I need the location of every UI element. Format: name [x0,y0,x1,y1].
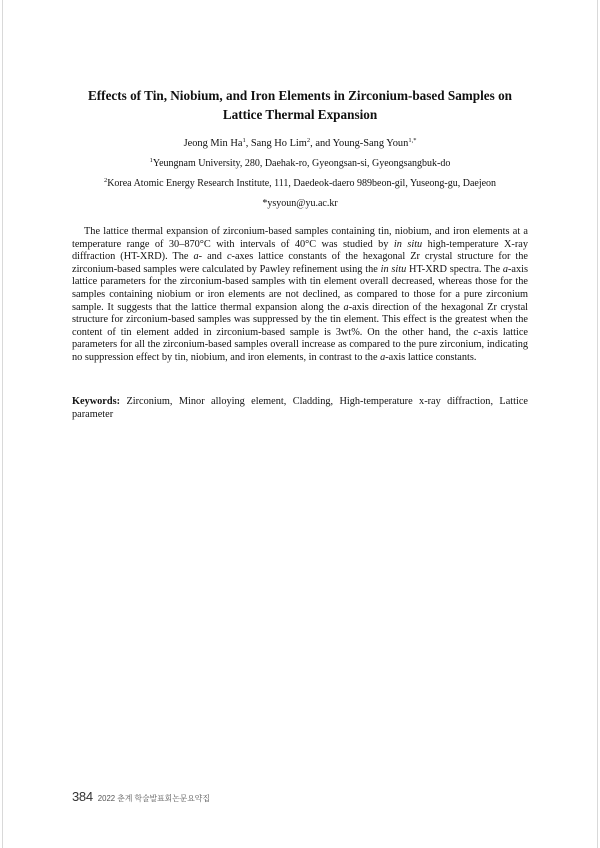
abstract-text: HT-XRD spectra. The [406,263,503,275]
abstract-text: -axis lattice parameters for all the zirconium-based samples overall increase as compared to the pure zirconium, indicating no suppression effect by tin, niobium, and iron elements, in contrast to the [72,326,529,363]
page-number: 384 [72,789,93,804]
affiliation-mark: 2 [103,177,108,184]
author-affiliation-mark: 1 [242,137,246,144]
page-edge-right [597,0,598,848]
page-edge-left [2,0,3,848]
abstract-italic: a [343,301,349,313]
abstract-text: -axis lattice constants. [385,351,477,363]
author-separator: , and [310,138,333,149]
abstract-text: -axis lattice parameters for the zirconium-based samples with tin element overall decreased, whereas those for the samples containing niobium or iron elements are not declined, as compared to those for a pure zirconium sample. It suggests that the lattice thermal expansion along the [72,263,529,313]
affiliation-2 [72,177,528,191]
abstract-italic: in situ [393,238,423,250]
abstract-text: high-temperature X-ray diffraction (HT-XRD). The [72,238,528,263]
paper-title: Effects of Tin, Niobium, and Iron Elements in Zirconium-based Samples on Lattice Thermal Expansion [87,88,513,122]
author-name: Sang Ho Lim [250,138,307,149]
abstract-text: - and [198,251,227,263]
affiliation-mark: 1 [149,157,153,164]
abstract-italic: c [473,326,478,338]
abstract-text: The lattice thermal expansion of zirconium-based samples containing tin, niobium, and iron elements at a temperature range of 30–870°C with intervals of 40°C was studied by [72,226,528,250]
abstract-italic: c [226,251,232,263]
author-affiliation-mark: 2 [306,137,311,144]
abstract-paragraph [72,226,528,365]
author-separator: , [245,138,251,149]
abstract-italic: a [193,251,199,263]
affiliation-text: Korea Atomic Energy Research Institute, 111, Daedeok-daero 989beon-gil, Yuseong-gu, Daejeon [107,178,497,189]
publication-name: 2022 춘계 학술발표회논문요약집 [97,794,210,803]
keywords-text: Zirconium, Minor alloying element, Cladding, High-temperature x-ray diffraction, Lattice parameter [72,396,528,420]
author-list [72,137,528,151]
abstract-italic: a [380,351,386,363]
author-name: Young-Sang Youn [332,138,409,149]
abstract-text: -axis direction of the hexagonal Zr crystal structure for zirconium-based samples was suppressed by the tin element. This effect is the greatest when the content of tin element added in zirconium-based sample is 3wt%. On the other hand, the [72,301,528,338]
page-footer [72,789,210,809]
affiliation-text: Yeungnam University, 280, Daehak-ro, Gyeongsan-si, Gyeongsangbuk-do [152,158,451,169]
affiliation-1 [72,157,528,171]
author-affiliation-mark: 1,* [408,137,417,144]
keywords-label: Keywords: [72,396,121,407]
author-name: Jeong Min Ha [183,138,243,149]
keywords-paragraph [72,396,528,421]
abstract-italic: a [502,263,508,275]
corresponding-email: *ysyoun@yu.ac.kr [262,198,338,209]
abstract-text: -axes lattice constants of the hexagonal Zr crystal structure for the zirconium-based samples were calculated by Pawley refinement using the [72,251,528,275]
abstract-italic: in situ [380,263,407,275]
